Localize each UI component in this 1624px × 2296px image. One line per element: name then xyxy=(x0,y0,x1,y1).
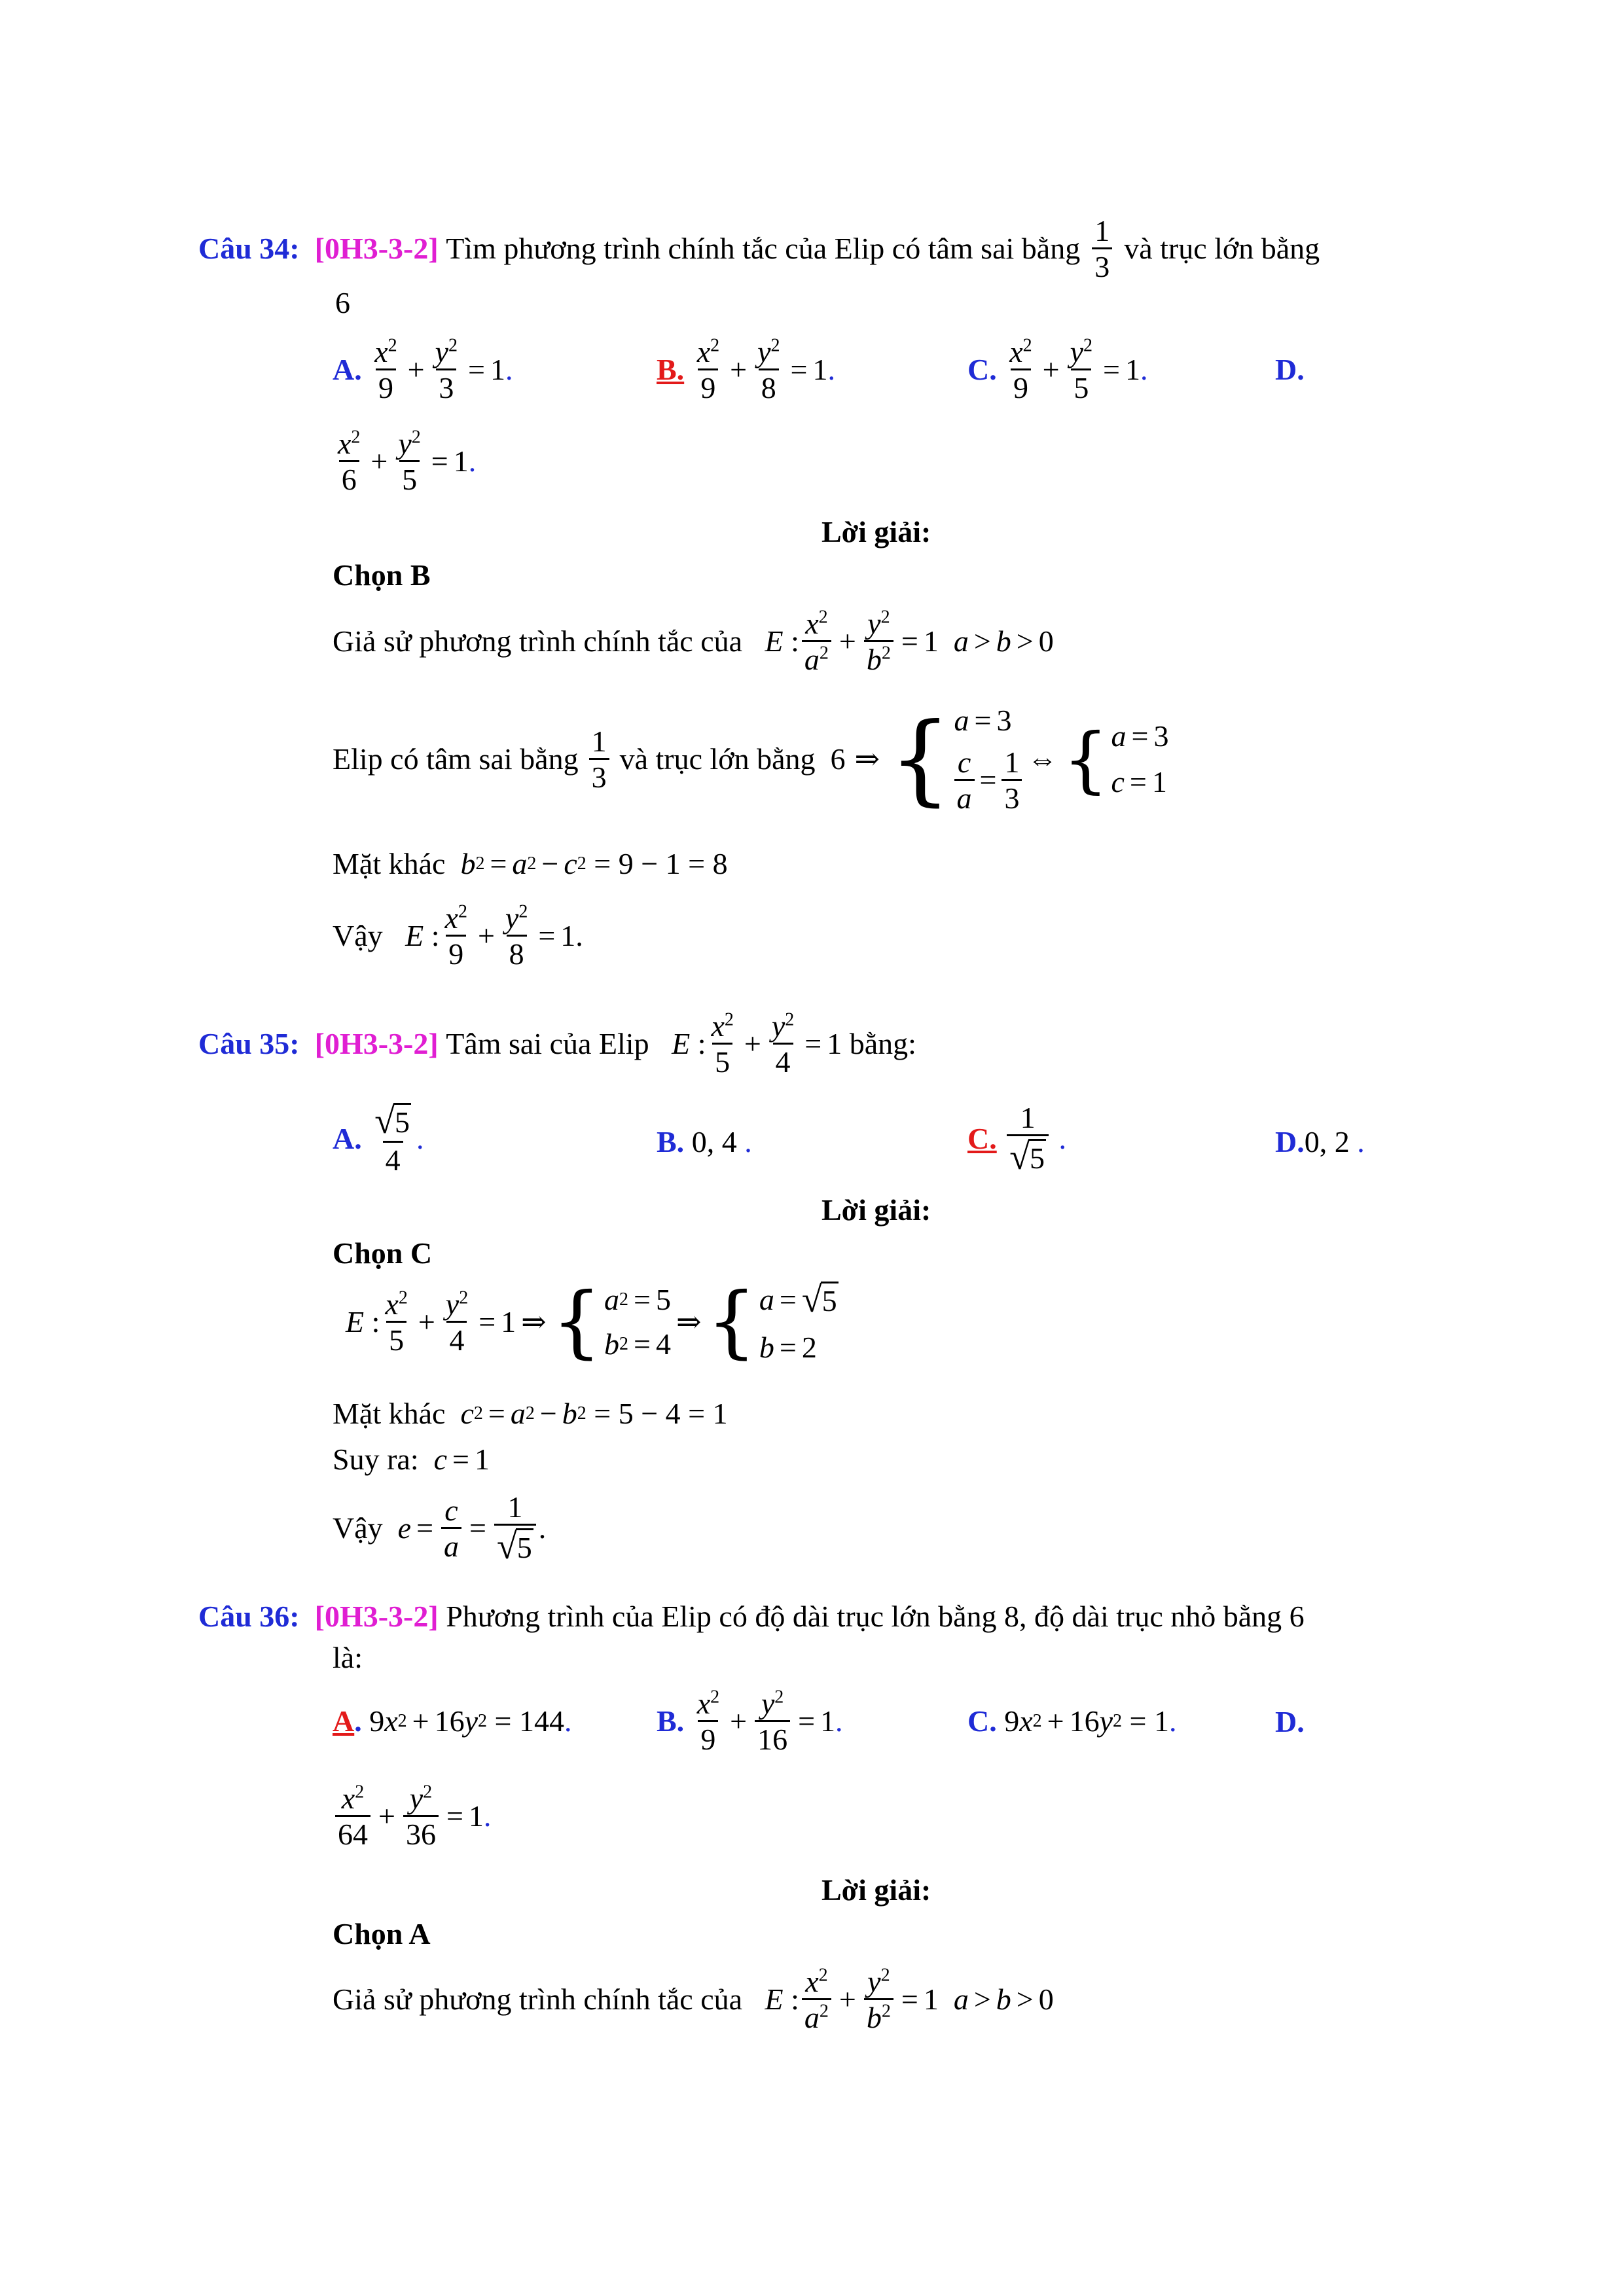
q35-tag: [0H3-3-2] xyxy=(314,1027,439,1060)
q36-option-a[interactable]: A . 9 x 2 + 16 y 2 = 144 . xyxy=(333,1704,572,1738)
q36-tag: [0H3-3-2] xyxy=(314,1600,439,1633)
q34-solution-line-4: Vậy E : $\frac{x^2}{9}$ + $\frac{y^2}{8}$ = 1 . xyxy=(333,901,583,971)
q34-stem-text-2: và trục lớn bằng xyxy=(1124,232,1320,265)
q35-solution-line-3: Suy ra: c = 1 xyxy=(333,1443,490,1476)
q35-option-d[interactable]: D. 0, 2 . xyxy=(1275,1125,1365,1158)
q36-solution-line-1: Giả sử phương trình chính tắc của E : $\frac{x^2}{a^2}$ + $\frac{y^2}{b^2}$ = 1 a > b > 0 xyxy=(333,1964,1054,2034)
q36-label: Câu 36: xyxy=(198,1600,300,1633)
q36-stem xyxy=(198,1597,1305,1636)
q34-chosen-answer: Chọn B xyxy=(333,558,431,592)
q36-stem-cont: là: xyxy=(333,1641,363,1674)
q35-option-b[interactable]: B. 0, 4 . xyxy=(657,1125,752,1158)
q35-solution-line-2: Mặt khác c 2 = a 2 − b 2 = 5 − 4 = 1 xyxy=(333,1397,728,1430)
q34-solution-line-3: Mặt khác b 2 = a 2 − c 2 = 9 − 1 = 8 xyxy=(333,847,728,880)
q34-eccentricity-fraction: $\frac{1}{3}$ xyxy=(1092,216,1112,282)
q35-stem-text: Tâm sai của Elip xyxy=(446,1027,649,1060)
q36-option-c[interactable]: C. 9 x 2 + 16 y 2 = 1 . xyxy=(967,1704,1177,1738)
q36-stem-text: Phương trình của Elip có độ dài trục lớn bằng 8, độ dài trục nhỏ bằng 6 xyxy=(446,1600,1305,1633)
q35-solution-line-4: Vậy e = $\frac{c}{a}$ = 1 √ 5 . xyxy=(333,1490,547,1567)
q36-chosen-answer: Chọn A xyxy=(333,1917,431,1950)
q35-option-a[interactable]: A. √ 5 4 . xyxy=(333,1100,424,1177)
q34-option-b[interactable]: B. $\frac{x^2}{9}$ + $\frac{y^2}{8}$ = 1 . xyxy=(657,334,835,404)
q34-option-c[interactable]: C. $\frac{x^2}{9}$ + $\frac{y^2}{5}$ = 1 . xyxy=(967,334,1148,404)
q34-solution-line-2: Elip có tâm sai bằng $\frac{1}{3}$ và trục lớn bằng 6 ⇒ { a = 3 $\frac{c}{a}$ = $\frac{1}{3}$ ⇔ { a = 3 c = 1 xyxy=(333,702,1169,816)
q36-option-d-label[interactable]: D. xyxy=(1275,1705,1305,1738)
q34-stem-text: Tìm phương trình chính tắc của Elip có tâm sai bằng xyxy=(446,232,1081,265)
q36-solution-title: Lời giải: xyxy=(821,1873,931,1907)
q35-solution-title: Lời giải: xyxy=(821,1193,931,1227)
q36-option-b[interactable]: B. $\frac{x^2}{9}$ + $\frac{y^2}{16}$ = 1 . xyxy=(657,1686,843,1756)
q34-stem-cont: 6 xyxy=(335,286,350,319)
q34-stem xyxy=(198,213,1320,285)
q34-option-a[interactable]: A. $\frac{x^2}{9}$ + $\frac{y^2}{3}$ = 1 . xyxy=(333,334,513,404)
q34-option-d[interactable]: $\frac{x^2}{6}$ + $\frac{y^2}{5}$ = 1 . xyxy=(338,426,477,496)
q35-option-c[interactable]: C. 1 √ 5 . xyxy=(967,1100,1066,1177)
q36-option-d[interactable]: $\frac{x^2}{64}$ + $\frac{y^2}{36}$ = 1 . xyxy=(333,1774,491,1859)
q35-chosen-answer: Chọn C xyxy=(333,1236,433,1270)
q34-label: Câu 34: xyxy=(198,232,300,265)
q35-stem: Câu 35: [0H3-3-2] Tâm sai của Elip E : $\frac{x^2}{5}$ + $\frac{y^2}{4}$ = 1 bằng: xyxy=(198,1009,916,1079)
q35-solution-line-1: E : $\frac{x^2}{5}$ + $\frac{y^2}{4}$ = 1 ⇒ { a 2 = 5 b 2 = 4 ⇒ { a = √ 5 b = 2 xyxy=(346,1276,837,1367)
q35-label: Câu 35: xyxy=(198,1027,300,1060)
q34-tag: [0H3-3-2] xyxy=(314,232,439,265)
q34-option-d-label[interactable]: D. xyxy=(1275,353,1305,386)
q34-solution-line-1: Giả sử phương trình chính tắc của E : $\frac{x^2}{a^2}$ + $\frac{y^2}{b^2}$ = 1 a > b > 0 xyxy=(333,606,1054,676)
q34-solution-title: Lời giải: xyxy=(821,515,931,548)
